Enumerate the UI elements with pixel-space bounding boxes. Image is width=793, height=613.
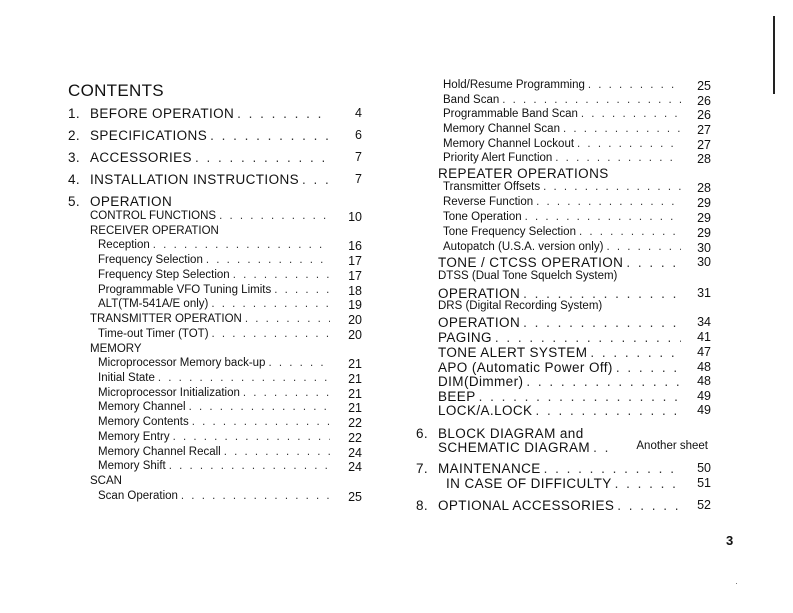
- toc-entry-label: MAINTENANCE: [438, 461, 541, 476]
- toc-entry-label: OPERATION: [90, 194, 173, 209]
- toc-entry: [98, 446, 362, 460]
- toc-entry-label: ACCESSORIES: [90, 150, 192, 165]
- toc-page-number: 7: [355, 172, 362, 186]
- toc-entry-label: OPERATION: [438, 286, 521, 301]
- toc-page-number: 22: [348, 431, 362, 445]
- toc-entry: [98, 284, 362, 298]
- toc-entry-label: Time-out Timer (TOT): [98, 328, 209, 340]
- toc-entry-label: SPECIFICATIONS: [90, 128, 208, 143]
- toc-dot-leader: [495, 330, 681, 345]
- toc-dot-leader: [544, 461, 681, 476]
- toc-dot-leader: [577, 138, 681, 150]
- toc-dot-leader: [626, 255, 681, 270]
- toc-entry: [438, 440, 708, 455]
- toc-dot-leader: [274, 284, 330, 296]
- toc-entry-label: Tone Operation: [443, 211, 522, 223]
- toc-page-number: 30: [697, 255, 711, 269]
- toc-page-number: 21: [348, 372, 362, 386]
- toc-entry-label: INSTALLATION INSTRUCTIONS: [90, 172, 300, 187]
- toc-dot-leader: [243, 387, 330, 399]
- toc-page-number: 26: [697, 108, 711, 122]
- toc-page-number: 4: [355, 106, 362, 120]
- toc-dot-leader: [581, 108, 681, 120]
- print-speck: [736, 583, 737, 584]
- toc-entry-label: RECEIVER OPERATION: [90, 225, 219, 237]
- toc-page-number: 49: [697, 403, 711, 417]
- toc-entry-label: Scan Operation: [98, 490, 178, 502]
- toc-entry: [416, 461, 711, 476]
- toc-page-number: 17: [348, 269, 362, 283]
- toc-dot-leader: [206, 254, 330, 266]
- toc-entry-label: TONE / CTCSS OPERATION: [438, 255, 624, 270]
- toc-dot-leader: [302, 172, 330, 187]
- toc-entry: [438, 300, 738, 312]
- toc-page-number: 21: [348, 387, 362, 401]
- toc-page-number: 20: [348, 328, 362, 342]
- toc-dot-leader: [189, 401, 330, 413]
- toc-page-number: 18: [348, 284, 362, 298]
- toc-entry: [98, 328, 362, 342]
- toc-page-number: 41: [697, 330, 711, 344]
- toc-dot-leader: [211, 298, 330, 310]
- toc-page-number: 21: [348, 401, 362, 415]
- toc-entry: [443, 196, 711, 210]
- toc-entry-label: Frequency Step Selection: [98, 269, 230, 281]
- toc-dot-leader: [593, 440, 609, 455]
- toc-dot-leader: [158, 372, 330, 384]
- toc-entry: [438, 286, 711, 301]
- toc-entry-label: Memory Channel Lockout: [443, 138, 575, 150]
- toc-page-number: 24: [348, 460, 362, 474]
- toc-entry: [443, 138, 711, 152]
- toc-entry-label: LOCK/A.LOCK: [438, 403, 533, 418]
- toc-entry-label: DRS (Digital Recording System): [438, 300, 603, 312]
- toc-entry-label: ALT(TM-541A/E only): [98, 298, 209, 310]
- toc-dot-leader: [479, 389, 681, 404]
- toc-entry-label: TONE ALERT SYSTEM: [438, 345, 588, 360]
- toc-page-number: 34: [697, 315, 711, 329]
- toc-page-number: 27: [697, 138, 711, 152]
- toc-entry-label: IN CASE OF DIFFICULTY: [446, 476, 612, 491]
- toc-page-number: 29: [697, 196, 711, 210]
- toc-dot-leader: [543, 181, 681, 193]
- toc-entry: [90, 225, 390, 237]
- toc-section-number: 6.: [416, 426, 429, 441]
- toc-page-number: 28: [697, 181, 711, 195]
- toc-dot-leader: [153, 239, 330, 251]
- toc-entry: [443, 181, 711, 195]
- toc-page-number: 19: [348, 298, 362, 312]
- toc-entry: [90, 313, 362, 327]
- toc-entry-label: DTSS (Dual Tone Squelch System): [438, 270, 618, 282]
- page-number: 3: [726, 533, 734, 548]
- toc-entry: [98, 254, 362, 268]
- toc-dot-leader: [268, 357, 330, 369]
- toc-dot-leader: [224, 446, 330, 458]
- toc-page-number: 20: [348, 313, 362, 327]
- toc-dot-leader: [212, 328, 330, 340]
- toc-entry: [438, 345, 711, 360]
- toc-dot-leader: [615, 476, 681, 491]
- toc-entry-label: TRANSMITTER OPERATION: [90, 313, 242, 325]
- toc-entry: [98, 298, 362, 312]
- toc-entry-label: Memory Channel: [98, 401, 186, 413]
- toc-entry: [98, 416, 362, 430]
- toc-entry: [438, 403, 711, 418]
- toc-page-number: 48: [697, 374, 711, 388]
- toc-dot-leader: [169, 460, 330, 472]
- toc-page-number: 25: [348, 490, 362, 504]
- toc-entry: [443, 94, 711, 108]
- toc-page-number: 25: [697, 79, 711, 93]
- toc-entry-label: Hold/Resume Programming: [443, 79, 585, 91]
- toc-page-number: 29: [697, 226, 711, 240]
- toc-entry: [416, 426, 738, 441]
- toc-entry: [443, 79, 711, 93]
- toc-entry: [98, 387, 362, 401]
- toc-dot-leader: [523, 286, 681, 301]
- toc-entry: [438, 166, 738, 181]
- toc-entry: [98, 490, 362, 504]
- toc-entry-label: Priority Alert Function: [443, 152, 553, 164]
- toc-entry-label: Transmitter Offsets: [443, 181, 541, 193]
- toc-page-number: 22: [348, 416, 362, 430]
- toc-entry: [68, 128, 362, 143]
- toc-entry: [438, 389, 711, 404]
- toc-entry-label: Memory Channel Recall: [98, 446, 221, 458]
- toc-page-number: 47: [697, 345, 711, 359]
- toc-dot-leader: [502, 94, 681, 106]
- toc-dot-leader: [616, 360, 681, 375]
- toc-entry: [90, 343, 390, 355]
- toc-page-number: 27: [697, 123, 711, 137]
- toc-page-number: 16: [348, 239, 362, 253]
- toc-entry-label: BLOCK DIAGRAM and: [438, 426, 584, 441]
- toc-dot-leader: [237, 106, 330, 121]
- toc-entry-label: SCAN: [90, 475, 122, 487]
- toc-page-number: 29: [697, 211, 711, 225]
- toc-entry: [443, 152, 711, 166]
- toc-entry-label: SCHEMATIC DIAGRAM: [438, 440, 591, 455]
- toc-entry-label: MEMORY: [90, 343, 142, 355]
- toc-dot-leader: [563, 123, 681, 135]
- toc-dot-leader: [245, 313, 330, 325]
- toc-entry: [438, 270, 738, 282]
- toc-dot-leader: [590, 345, 681, 360]
- toc-entry: [438, 255, 711, 270]
- toc-dot-leader: [617, 498, 681, 513]
- toc-entry: [68, 150, 362, 165]
- toc-section-number: 7.: [416, 461, 429, 476]
- toc-entry-label: Memory Contents: [98, 416, 189, 428]
- toc-page-number: 6: [355, 128, 362, 142]
- toc-entry: [443, 108, 711, 122]
- toc-entry: [438, 360, 711, 375]
- toc-entry: [98, 357, 362, 371]
- toc-entry-label: BEEP: [438, 389, 476, 404]
- toc-entry-label: Autopatch (U.S.A. version only): [443, 241, 604, 253]
- toc-page-number: 50: [697, 461, 711, 475]
- toc-entry-label: BEFORE OPERATION: [90, 106, 235, 121]
- toc-dot-leader: [579, 226, 681, 238]
- toc-page-number: 7: [355, 150, 362, 164]
- toc-entry-label: DIM(Dimmer): [438, 374, 524, 389]
- toc-page-number: 24: [348, 446, 362, 460]
- toc-dot-leader: [525, 211, 681, 223]
- toc-dot-leader: [233, 269, 330, 281]
- toc-entry: [438, 330, 711, 345]
- toc-dot-leader: [536, 196, 681, 208]
- toc-section-number: 2.: [68, 128, 81, 143]
- toc-entry: [438, 374, 711, 389]
- toc-dot-leader: [219, 210, 330, 222]
- toc-section-number: 4.: [68, 172, 81, 187]
- toc-dot-leader: [523, 315, 681, 330]
- toc-dot-leader: [526, 374, 681, 389]
- toc-entry-label: Tone Frequency Selection: [443, 226, 576, 238]
- toc-entry: [438, 315, 711, 330]
- contents-title: CONTENTS: [68, 81, 164, 100]
- toc-dot-leader: [535, 403, 681, 418]
- toc-entry: [98, 269, 362, 283]
- page-edge-line: [773, 16, 775, 94]
- toc-entry: [68, 172, 362, 187]
- toc-entry: [68, 106, 362, 121]
- toc-entry-label: Band Scan: [443, 94, 500, 106]
- toc-page-number: 49: [697, 389, 711, 403]
- toc-entry-label: Programmable Band Scan: [443, 108, 578, 120]
- toc-page-number: 51: [697, 476, 711, 490]
- toc-entry: [443, 241, 711, 255]
- toc-section-number: 5.: [68, 194, 81, 209]
- toc-dot-leader: [192, 416, 330, 428]
- toc-page-number: 48: [697, 360, 711, 374]
- toc-entry-label: Microprocessor Initialization: [98, 387, 240, 399]
- toc-dot-leader: [173, 431, 330, 443]
- toc-dot-leader: [195, 150, 330, 165]
- toc-page-number: Another sheet: [636, 440, 708, 452]
- toc-entry-label: Memory Channel Scan: [443, 123, 560, 135]
- toc-page-number: 52: [697, 498, 711, 512]
- toc-entry-label: CONTROL FUNCTIONS: [90, 210, 217, 222]
- toc-entry: [90, 210, 362, 224]
- toc-entry: [90, 475, 390, 487]
- toc-entry-label: OPTIONAL ACCESSORIES: [438, 498, 615, 513]
- toc-dot-leader: [210, 128, 330, 143]
- toc-dot-leader: [181, 490, 330, 502]
- toc-entry-label: PAGING: [438, 330, 492, 345]
- toc-section-number: 3.: [68, 150, 81, 165]
- toc-entry: [98, 239, 362, 253]
- toc-entry: [98, 401, 362, 415]
- toc-entry: [443, 123, 711, 137]
- toc-page-number: 21: [348, 357, 362, 371]
- toc-entry-label: REPEATER OPERATIONS: [438, 166, 609, 181]
- toc-entry-label: Programmable VFO Tuning Limits: [98, 284, 272, 296]
- toc-entry: [98, 372, 362, 386]
- toc-entry: [446, 476, 711, 491]
- toc-entry: [416, 498, 711, 513]
- toc-entry-label: Reverse Function: [443, 196, 534, 208]
- toc-entry-label: Reception: [98, 239, 150, 251]
- toc-section-number: 8.: [416, 498, 429, 513]
- toc-entry-label: Memory Entry: [98, 431, 170, 443]
- toc-dot-leader: [606, 241, 681, 253]
- toc-page-number: 10: [348, 210, 362, 224]
- toc-entry-label: Microprocessor Memory back-up: [98, 357, 266, 369]
- toc-page-number: 28: [697, 152, 711, 166]
- toc-page-number: 17: [348, 254, 362, 268]
- toc-entry-label: OPERATION: [438, 315, 521, 330]
- toc-entry-label: Memory Shift: [98, 460, 166, 472]
- toc-page-number: 31: [697, 286, 711, 300]
- toc-entry: [443, 211, 711, 225]
- toc-entry: [443, 226, 711, 240]
- toc-page-number: 30: [697, 241, 711, 255]
- toc-entry-label: Initial State: [98, 372, 155, 384]
- toc-entry: [98, 460, 362, 474]
- toc-dot-leader: [588, 79, 681, 91]
- toc-dot-leader: [555, 152, 681, 164]
- toc-page-number: 26: [697, 94, 711, 108]
- toc-entry-label: Frequency Selection: [98, 254, 203, 266]
- toc-section-number: 1.: [68, 106, 81, 121]
- toc-entry: [98, 431, 362, 445]
- toc-entry: [68, 194, 390, 209]
- toc-entry-label: APO (Automatic Power Off): [438, 360, 613, 375]
